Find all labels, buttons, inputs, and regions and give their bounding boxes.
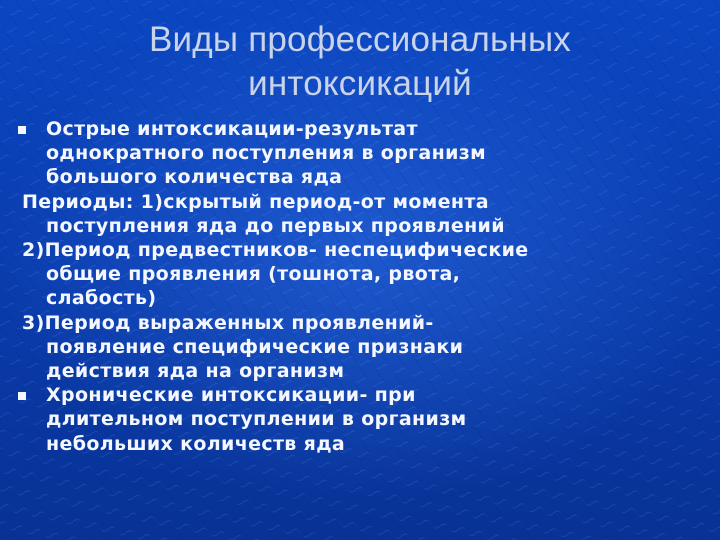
text-line: появление специфические признаки [46,335,464,358]
text-line: Периоды: 1)скрытый период-от момента [22,190,489,213]
text-line: слабость) [46,287,157,310]
text-line: 2)Период предвестников- неспецифические [22,239,529,262]
text-line: большого количества яда [46,166,343,189]
period-3-paragraph [22,311,702,384]
text-line: действия яда на организм [46,360,345,383]
bullet-chronic-intoxication [22,383,702,456]
text-line: 3)Период выраженных проявлений- [22,311,434,334]
slide-body [22,117,702,456]
text-line: длительном поступлении в организм [46,408,467,431]
text-line: однократного поступления в организм [46,142,487,165]
text-line: небольших количеств яда [46,432,346,455]
text-line: Острые интоксикации-результат [46,118,418,140]
periods-paragraph [22,190,702,238]
slide-title [80,18,640,106]
text-line: поступления яда до первых проявлений [46,214,505,237]
square-bullet-icon [18,392,26,400]
period-2-paragraph [22,238,702,311]
text-line: общие проявления (тошнота, рвота, [46,263,461,286]
bullet-acute-intoxication [22,117,702,190]
title-line-2: интоксикаций [248,64,472,103]
square-bullet-icon [18,126,26,134]
text-line: Хронические интоксикации- при [46,384,416,407]
title-line-1: Виды профессиональных [149,20,571,59]
